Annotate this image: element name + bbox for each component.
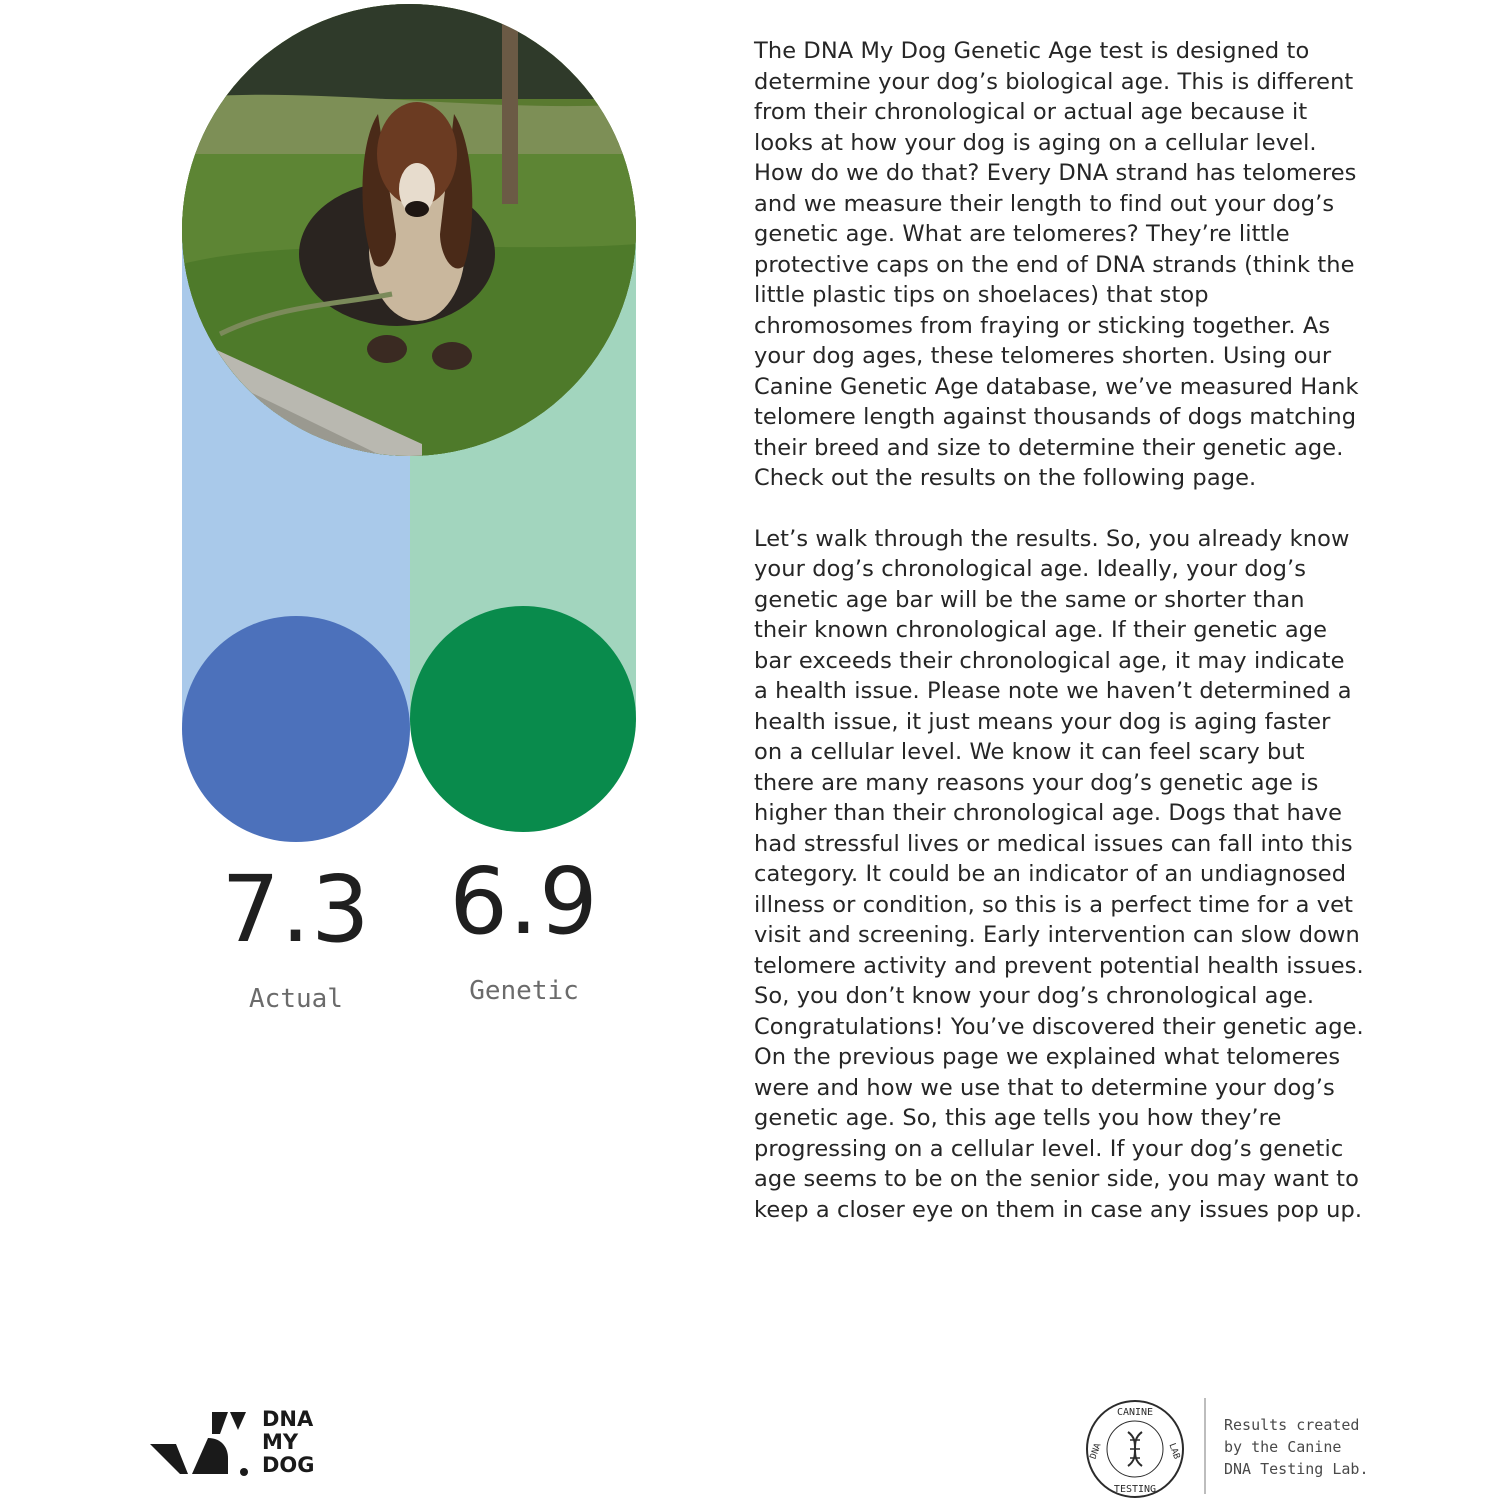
genetic-age-circle bbox=[410, 606, 636, 832]
actual-age-value: 7.3 bbox=[221, 856, 371, 963]
credit-line-2: by the Canine bbox=[1224, 1438, 1342, 1456]
explanation-text bbox=[754, 36, 1364, 1255]
actual-age-label: Actual bbox=[249, 984, 343, 1014]
credit-line-3: DNA Testing Lab. bbox=[1224, 1460, 1369, 1478]
footer-divider bbox=[1204, 1398, 1206, 1494]
age-comparison-visual bbox=[0, 0, 700, 1100]
dog-photo bbox=[182, 4, 636, 456]
brand-word-dna: DNA bbox=[262, 1407, 314, 1431]
seal-text-bottom: TESTING bbox=[1113, 1484, 1157, 1495]
brand-word-my: MY bbox=[262, 1430, 299, 1454]
seal-text-top: CANINE bbox=[1116, 1407, 1154, 1418]
genetic-age-label: Genetic bbox=[469, 976, 579, 1006]
brand-word-dog: DOG bbox=[262, 1453, 315, 1477]
genetic-age-value: 6.9 bbox=[449, 848, 599, 955]
credit-line-1: Results created bbox=[1224, 1416, 1360, 1434]
brand-wordmark bbox=[262, 1408, 315, 1477]
explanation-paragraph-1: The DNA My Dog Genetic Age test is designed to determine your dog’s biological age. This is different from their chronological or actual age because it looks at how your dog is aging on a cellular level. How do we do that? Every DNA strand has telomeres and we measure their length to find out your dog’s genetic age. What are telomeres? They’re little protective caps on the end of DNA strands (think the little plastic tips on shoelaces) that stop chromosomes from fraying or sticking together. As your dog ages, these telomeres shorten. Using our Canine Genetic Age database, we’ve measured Hank telomere length against thousands of dogs matching their breed and size to determine their genetic age. Check out the results on the following page. bbox=[754, 38, 1359, 491]
seal-text-left: DNA bbox=[1088, 1441, 1104, 1461]
explanation-paragraph-2: Let’s walk through the results. So, you already know your dog’s chronological age. Ideally, your dog’s genetic age bar will be the same or shorter than their known chronological age. If their genetic age bar exceeds their chronological age, it may indicate a health issue. Please note we haven’t determined a health issue, it just means your dog is aging faster on a cellular level. We know it can feel scary but there are many reasons your dog’s genetic age is higher than their chronological age. Dogs that have had stressful lives or medical issues can fall into this category. It could be an indicator of an undiagnosed illness or condition, so this is a perfect time for a vet visit and screening. Early intervention can slow down telomere activity and prevent potential health issues. So, you don’t know your dog’s chronological age. Congratulations! You’ve discovered their genetic age. On the previous page we explained what telomeres were and how we use that to determine your dog’s genetic age. So, this age tells you how they’re progressing on a cellular level. If your dog’s genetic age seems to be on the senior side, you may want to keep a closer eye on them in case any issues pop up. bbox=[754, 525, 1364, 1223]
canine-dna-testing-lab-seal-icon bbox=[1084, 1398, 1186, 1500]
seal-text-right: LAB bbox=[1166, 1441, 1182, 1461]
results-credit bbox=[1224, 1414, 1369, 1480]
actual-age-circle bbox=[182, 616, 410, 842]
